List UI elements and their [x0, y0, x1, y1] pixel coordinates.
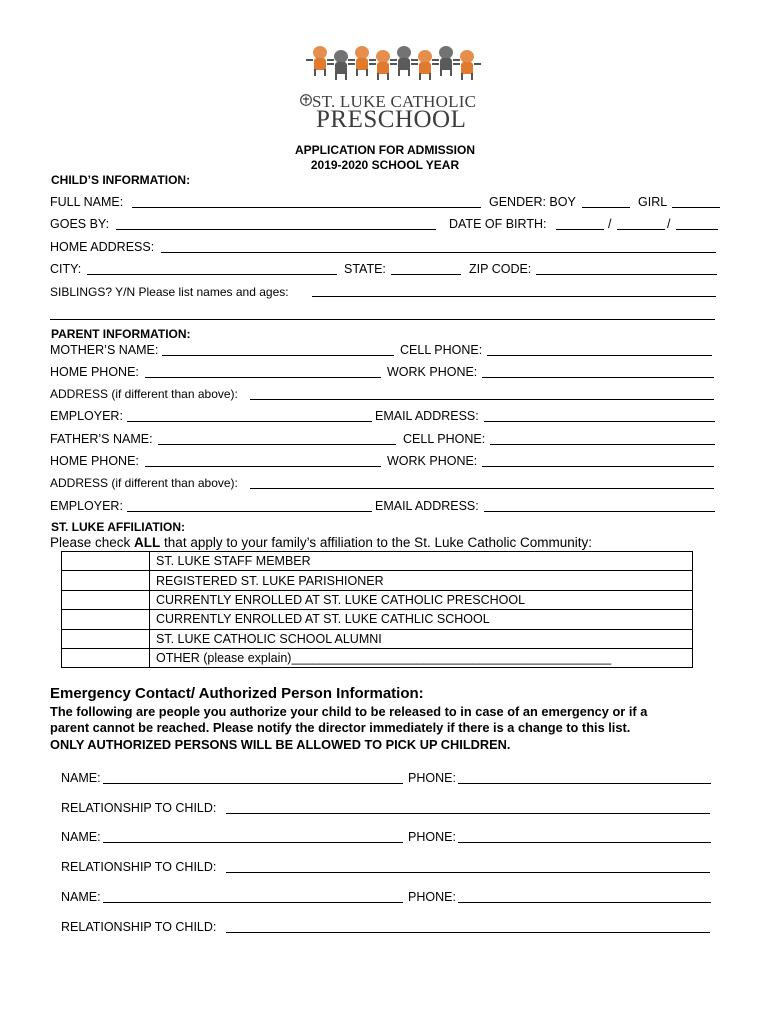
mother-name-label: MOTHER’S NAME:: [50, 343, 159, 357]
zip-label: ZIP CODE:: [469, 262, 532, 276]
full-name-label: FULL NAME:: [50, 195, 124, 209]
affiliation-row: [62, 648, 693, 667]
contact1-name-label: NAME:: [61, 771, 101, 785]
affiliation-row: [62, 552, 693, 571]
mother-work-phone-label: WORK PHONE:: [387, 365, 478, 379]
full-name-field[interactable]: [132, 207, 481, 208]
dob-slash-1: /: [608, 217, 612, 231]
mother-work-phone-field[interactable]: [482, 377, 714, 378]
father-cell-field[interactable]: [490, 444, 715, 445]
affiliation-table: [61, 551, 693, 668]
state-label: STATE:: [344, 262, 386, 276]
affiliation-instruction-all: ALL: [134, 535, 161, 550]
affiliation-option-label: CURRENTLY ENROLLED AT ST. LUKE CATHOLIC PRESCHOOL: [150, 590, 693, 609]
mother-email-label: EMAIL ADDRESS:: [375, 409, 479, 423]
gender-boy-field[interactable]: [582, 207, 630, 208]
zip-field[interactable]: [536, 274, 717, 275]
contact1-relationship-field[interactable]: [226, 813, 710, 814]
city-field[interactable]: [87, 274, 337, 275]
child-figure-icon: [455, 50, 479, 80]
father-employer-label: EMPLOYER:: [50, 499, 123, 513]
affiliation-option-label: ST. LUKE STAFF MEMBER: [150, 552, 693, 571]
contact2-name-field[interactable]: [103, 842, 403, 843]
contact2-relationship-field[interactable]: [226, 872, 710, 873]
siblings-label: SIBLINGS? Y/N Please list names and ages:: [50, 285, 289, 299]
home-address-field[interactable]: [161, 252, 716, 253]
mother-name-field[interactable]: [162, 355, 394, 356]
dob-month-field[interactable]: [556, 229, 604, 230]
contact1-relationship-label: RELATIONSHIP TO CHILD:: [61, 801, 217, 815]
contact1-name-field[interactable]: [103, 783, 403, 784]
father-email-field[interactable]: [484, 511, 715, 512]
father-home-phone-label: HOME PHONE:: [50, 454, 139, 468]
father-work-phone-label: WORK PHONE:: [387, 454, 478, 468]
school-logo: [300, 44, 485, 134]
dob-slash-2: /: [667, 217, 671, 231]
affiliation-row: [62, 610, 693, 629]
affiliation-checkbox-school[interactable]: [62, 610, 150, 629]
dob-label: DATE OF BIRTH:: [449, 217, 547, 231]
contact3-phone-label: PHONE:: [408, 890, 456, 904]
siblings-field[interactable]: [312, 296, 716, 297]
affiliation-option-label: ST. LUKE CATHOLIC SCHOOL ALUMNI: [150, 629, 693, 648]
father-work-phone-field[interactable]: [482, 466, 714, 467]
contact3-relationship-label: RELATIONSHIP TO CHILD:: [61, 920, 217, 934]
siblings-field-line2[interactable]: [50, 319, 715, 320]
state-field[interactable]: [391, 274, 461, 275]
affiliation-checkbox-parishioner[interactable]: [62, 571, 150, 590]
mother-address-label: ADDRESS (if different than above):: [50, 387, 238, 401]
mother-cell-label: CELL PHONE:: [400, 343, 483, 357]
affiliation-checkbox-other[interactable]: [62, 648, 150, 667]
emergency-desc-line3: ONLY AUTHORIZED PERSONS WILL BE ALLOWED TO PICK UP CHILDREN.: [50, 737, 511, 752]
mother-employer-field[interactable]: [127, 421, 372, 422]
father-cell-label: CELL PHONE:: [403, 432, 486, 446]
emergency-heading: Emergency Contact/ Authorized Person Information:: [50, 685, 424, 702]
affiliation-row: [62, 590, 693, 609]
logo-text-line2: PRESCHOOL: [316, 106, 467, 133]
father-address-label: ADDRESS (if different than above):: [50, 476, 238, 490]
affiliation-checkbox-alumni[interactable]: [62, 629, 150, 648]
contact2-phone-field[interactable]: [458, 842, 711, 843]
affiliation-instruction-pre: Please check: [50, 535, 135, 550]
mother-cell-field[interactable]: [487, 355, 712, 356]
mother-home-phone-label: HOME PHONE:: [50, 365, 139, 379]
home-address-label: HOME ADDRESS:: [50, 240, 155, 254]
goes-by-field[interactable]: [116, 229, 436, 230]
dob-year-field[interactable]: [676, 229, 718, 230]
logo-text-line1: ST. LUKE CATHOLIC: [312, 92, 477, 111]
contact2-phone-label: PHONE:: [408, 830, 456, 844]
father-address-field[interactable]: [250, 488, 714, 489]
father-employer-field[interactable]: [127, 511, 372, 512]
contact1-phone-field[interactable]: [458, 783, 711, 784]
affiliation-row: [62, 571, 693, 590]
gender-girl-label: GIRL: [638, 195, 668, 209]
affiliation-checkbox-preschool[interactable]: [62, 590, 150, 609]
gender-girl-field[interactable]: [672, 207, 720, 208]
affiliation-instruction-post: that apply to your family’s affiliation to the St. Luke Catholic Community:: [160, 535, 593, 550]
father-name-field[interactable]: [158, 444, 396, 445]
affiliation-checkbox-staff[interactable]: [62, 552, 150, 571]
goes-by-label: GOES BY:: [50, 217, 110, 231]
contact3-name-label: NAME:: [61, 890, 101, 904]
contact2-name-label: NAME:: [61, 830, 101, 844]
affiliation-instruction: [50, 535, 592, 550]
mother-email-field[interactable]: [484, 421, 715, 422]
affiliation-option-label: OTHER (please explain)______________________________________________: [150, 648, 693, 667]
mother-home-phone-field[interactable]: [145, 377, 381, 378]
contact3-relationship-field[interactable]: [226, 932, 710, 933]
contact1-phone-label: PHONE:: [408, 771, 456, 785]
father-name-label: FATHER’S NAME:: [50, 432, 153, 446]
mother-address-field[interactable]: [250, 399, 714, 400]
form-title: APPLICATION FOR ADMISSION: [295, 143, 475, 157]
affiliation-row: [62, 629, 693, 648]
seal-icon: [300, 94, 312, 106]
city-label: CITY:: [50, 262, 82, 276]
affiliation-section-heading: ST. LUKE AFFILIATION:: [51, 520, 185, 534]
contact2-relationship-label: RELATIONSHIP TO CHILD:: [61, 860, 217, 874]
child-section-heading: CHILD’S INFORMATION:: [51, 173, 191, 187]
emergency-desc-line2: parent cannot be reached. Please notify the director immediately if there is a change to this list.: [50, 720, 631, 735]
school-year: 2019-2020 SCHOOL YEAR: [310, 158, 460, 172]
father-home-phone-field[interactable]: [145, 466, 381, 467]
parent-section-heading: PARENT INFORMATION:: [51, 327, 191, 341]
mother-employer-label: EMPLOYER:: [50, 409, 123, 423]
father-email-label: EMAIL ADDRESS:: [375, 499, 479, 513]
dob-day-field[interactable]: [617, 229, 665, 230]
gender-boy-label: GENDER: BOY: [489, 195, 576, 209]
affiliation-option-label: REGISTERED ST. LUKE PARISHIONER: [150, 571, 693, 590]
emergency-desc-line1: The following are people you authorize your child to be released to in case of an emergency or if a: [50, 704, 648, 719]
contact3-phone-field[interactable]: [458, 902, 711, 903]
affiliation-option-label: CURRENTLY ENROLLED AT ST. LUKE CATHLIC SCHOOL: [150, 610, 693, 629]
contact3-name-field[interactable]: [103, 902, 403, 903]
